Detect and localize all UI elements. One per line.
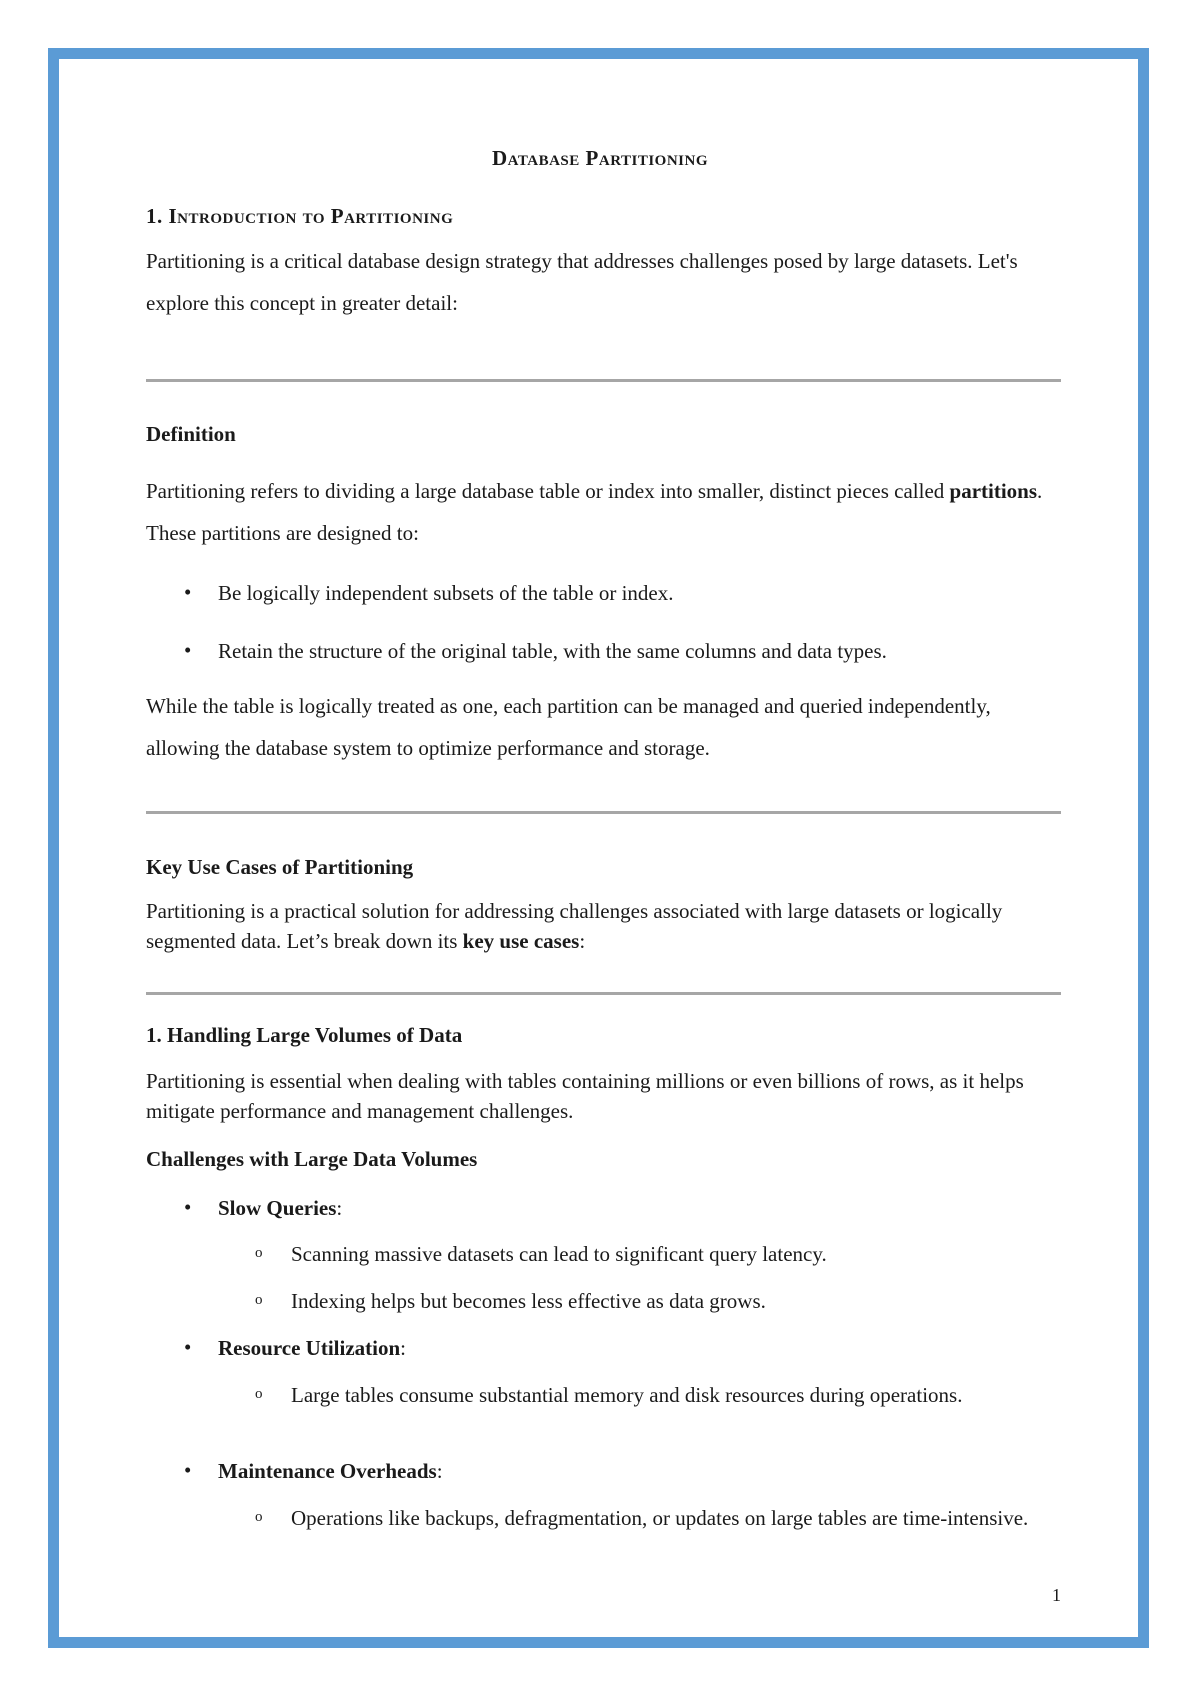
intro-paragraph: Partitioning is a critical database design strategy that addresses challenges posed by large datasets. Let's explore this concept in greater detail:: [146, 249, 1018, 315]
use-cases-paragraph: [146, 896, 1066, 956]
bullet-marker: •: [184, 580, 192, 604]
definition-heading: Definition: [146, 422, 236, 446]
challenge-label: Maintenance Overheads: [218, 1459, 437, 1483]
sub-bullet-marker: o: [255, 1292, 263, 1308]
challenge-item-maintenance-overheads: [218, 1456, 1058, 1486]
bullet-marker: •: [184, 1335, 192, 1359]
bullet-marker: •: [184, 1458, 192, 1482]
definition-paragraph: [146, 470, 1066, 554]
use-cases-text-pre: Partitioning is a practical solution for addressing challenges associated with large datasets or logically segmented data. Let’s break down its: [146, 899, 1003, 953]
large-volumes-paragraph: Partitioning is essential when dealing with tables containing millions or even billions of rows, as it helps mitigate performance and management challenges.: [146, 1069, 1024, 1123]
challenge-label: Resource Utilization: [218, 1336, 401, 1360]
challenge-suffix: :: [400, 1336, 407, 1360]
sub-bullet-marker: o: [255, 1386, 263, 1402]
definition-term-partitions: partitions: [949, 479, 1038, 503]
large-volumes-heading: 1. Handling Large Volumes of Data: [146, 1023, 463, 1047]
challenge-suffix: :: [336, 1196, 343, 1220]
section-heading-introduction: 1. Introduction to Partitioning: [146, 204, 454, 228]
use-cases-text-post: :: [579, 929, 586, 953]
sub-bullet-marker: o: [255, 1245, 263, 1261]
challenge-subitem: Scanning massive datasets can lead to significant query latency.: [291, 1242, 827, 1266]
definition-bullet-2: Retain the structure of the original table, with the same columns and data types.: [218, 639, 887, 663]
divider-3: [146, 992, 1061, 995]
challenge-item-resource-utilization: [218, 1333, 1058, 1363]
divider-1: [146, 379, 1061, 382]
page-number: 1: [1052, 1585, 1061, 1605]
challenge-subitem: Large tables consume substantial memory and disk resources during operations.: [291, 1383, 963, 1407]
challenge-item-slow-queries: [218, 1193, 1058, 1223]
definition-text-post: . These partitions are designed to:: [146, 479, 1043, 545]
bullet-marker: •: [184, 638, 192, 662]
definition-closing-paragraph: While the table is logically treated as one, each partition can be managed and queried independently, allowing the database system to optimize performance and storage.: [146, 694, 991, 760]
challenge-suffix: :: [436, 1459, 443, 1483]
challenges-heading: Challenges with Large Data Volumes: [146, 1147, 478, 1171]
challenge-subitem: Operations like backups, defragmentation, or updates on large tables are time-intensive.: [291, 1506, 1029, 1530]
use-cases-term: key use cases: [462, 929, 580, 953]
divider-2: [146, 811, 1061, 814]
definition-bullet-1: Be logically independent subsets of the table or index.: [218, 581, 674, 605]
challenge-subitem: Indexing helps but becomes less effective as data grows.: [291, 1289, 766, 1313]
use-cases-heading: Key Use Cases of Partitioning: [146, 855, 414, 879]
challenge-label: Slow Queries: [218, 1196, 337, 1220]
definition-text-pre: Partitioning refers to dividing a large database table or index into smaller, distinct pieces called: [146, 479, 950, 503]
document-title: Database Partitioning: [491, 146, 709, 170]
bullet-marker: •: [184, 1195, 192, 1219]
sub-bullet-marker: o: [255, 1509, 263, 1525]
